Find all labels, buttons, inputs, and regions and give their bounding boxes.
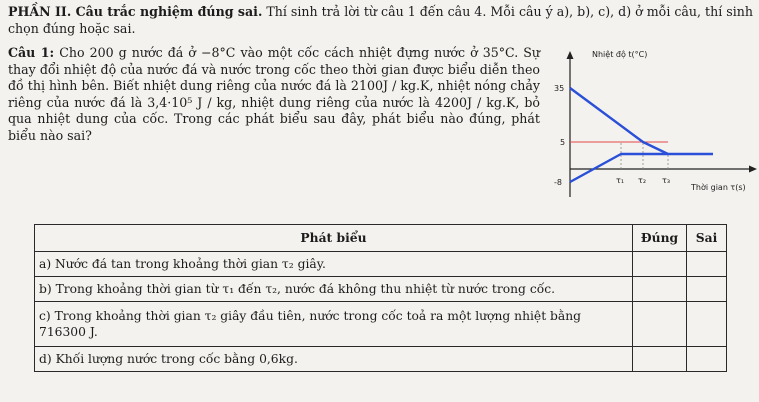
answer-true-d[interactable] [632,347,686,372]
section-intro [8,4,756,37]
section-instruction: Thí sinh trả lời từ câu 1 đến câu 4. Mỗi câu ý a), b), c), d) ở mỗi câu, thí sinh chọn đúng hoặc sai. [8,4,753,36]
statement-c: c) Trong khoảng thời gian τ₂ giây đầu tiên, nước trong cốc toả ra một lượng nhiệt bằng 716300 J. [35,302,633,347]
table-row [35,302,727,347]
header-true: Đúng [632,225,686,252]
table-row [35,277,727,302]
x-tick-tau3: τ₃ [662,176,671,185]
y-axis-label: Nhiệt độ t(°C) [592,50,648,59]
temperature-time-graph [548,45,757,205]
table-row [35,347,727,372]
x-axis-label: Thời gian τ(s) [691,183,746,192]
y-tick-5: 5 [560,138,566,147]
x-axis-arrow [749,166,757,173]
section-title: PHẦN II. Câu trắc nghiệm đúng sai. [8,4,263,19]
y-tick-35: 35 [554,84,565,93]
statement-d: d) Khối lượng nước trong cốc bằng 0,6kg. [35,347,633,372]
statement-b: b) Trong khoảng thời gian từ τ₁ đến τ₂, nước đá không thu nhiệt từ nước trong cốc. [35,277,633,302]
header-false: Sai [687,225,727,252]
header-statement: Phát biểu [35,225,633,252]
table-row [35,252,727,277]
table-header-row [35,225,727,252]
y-tick-minus8: -8 [554,178,562,187]
answer-false-c[interactable] [687,302,727,347]
statements-table [34,224,727,372]
question-1 [8,45,540,145]
answer-true-a[interactable] [632,252,686,277]
answer-true-b[interactable] [632,277,686,302]
x-tick-tau1: τ₁ [616,176,625,185]
water-temperature-line [570,88,713,154]
answer-false-b[interactable] [687,277,727,302]
statement-a: a) Nước đá tan trong khoảng thời gian τ₂ giây. [35,252,633,277]
answer-true-c[interactable] [632,302,686,347]
answer-false-a[interactable] [687,252,727,277]
answer-false-d[interactable] [687,347,727,372]
y-axis-arrow [567,51,574,59]
x-tick-tau2: τ₂ [638,176,647,185]
question-text: Cho 200 g nước đá ở −8°C vào một cốc cách nhiệt đựng nước ở 35°C. Sự thay đổi nhiệt độ của nước đá và nước trong cốc theo thời gian được biểu diễn theo đồ thị hình bên. Biết nhiệt dung riêng của nước đá là 2100J / kg.K, nhiệt nóng chảy riêng của nước đá là 3,4·10⁵ J / kg, nhiệt dung riêng của nước là 4200J / kg.K, bỏ qua nhiệt dung của cốc. Trong các phát biểu sau đây, phát biểu nào đúng, phát biểu nào sai? [8,45,540,144]
question-label: Câu 1: [8,45,55,60]
